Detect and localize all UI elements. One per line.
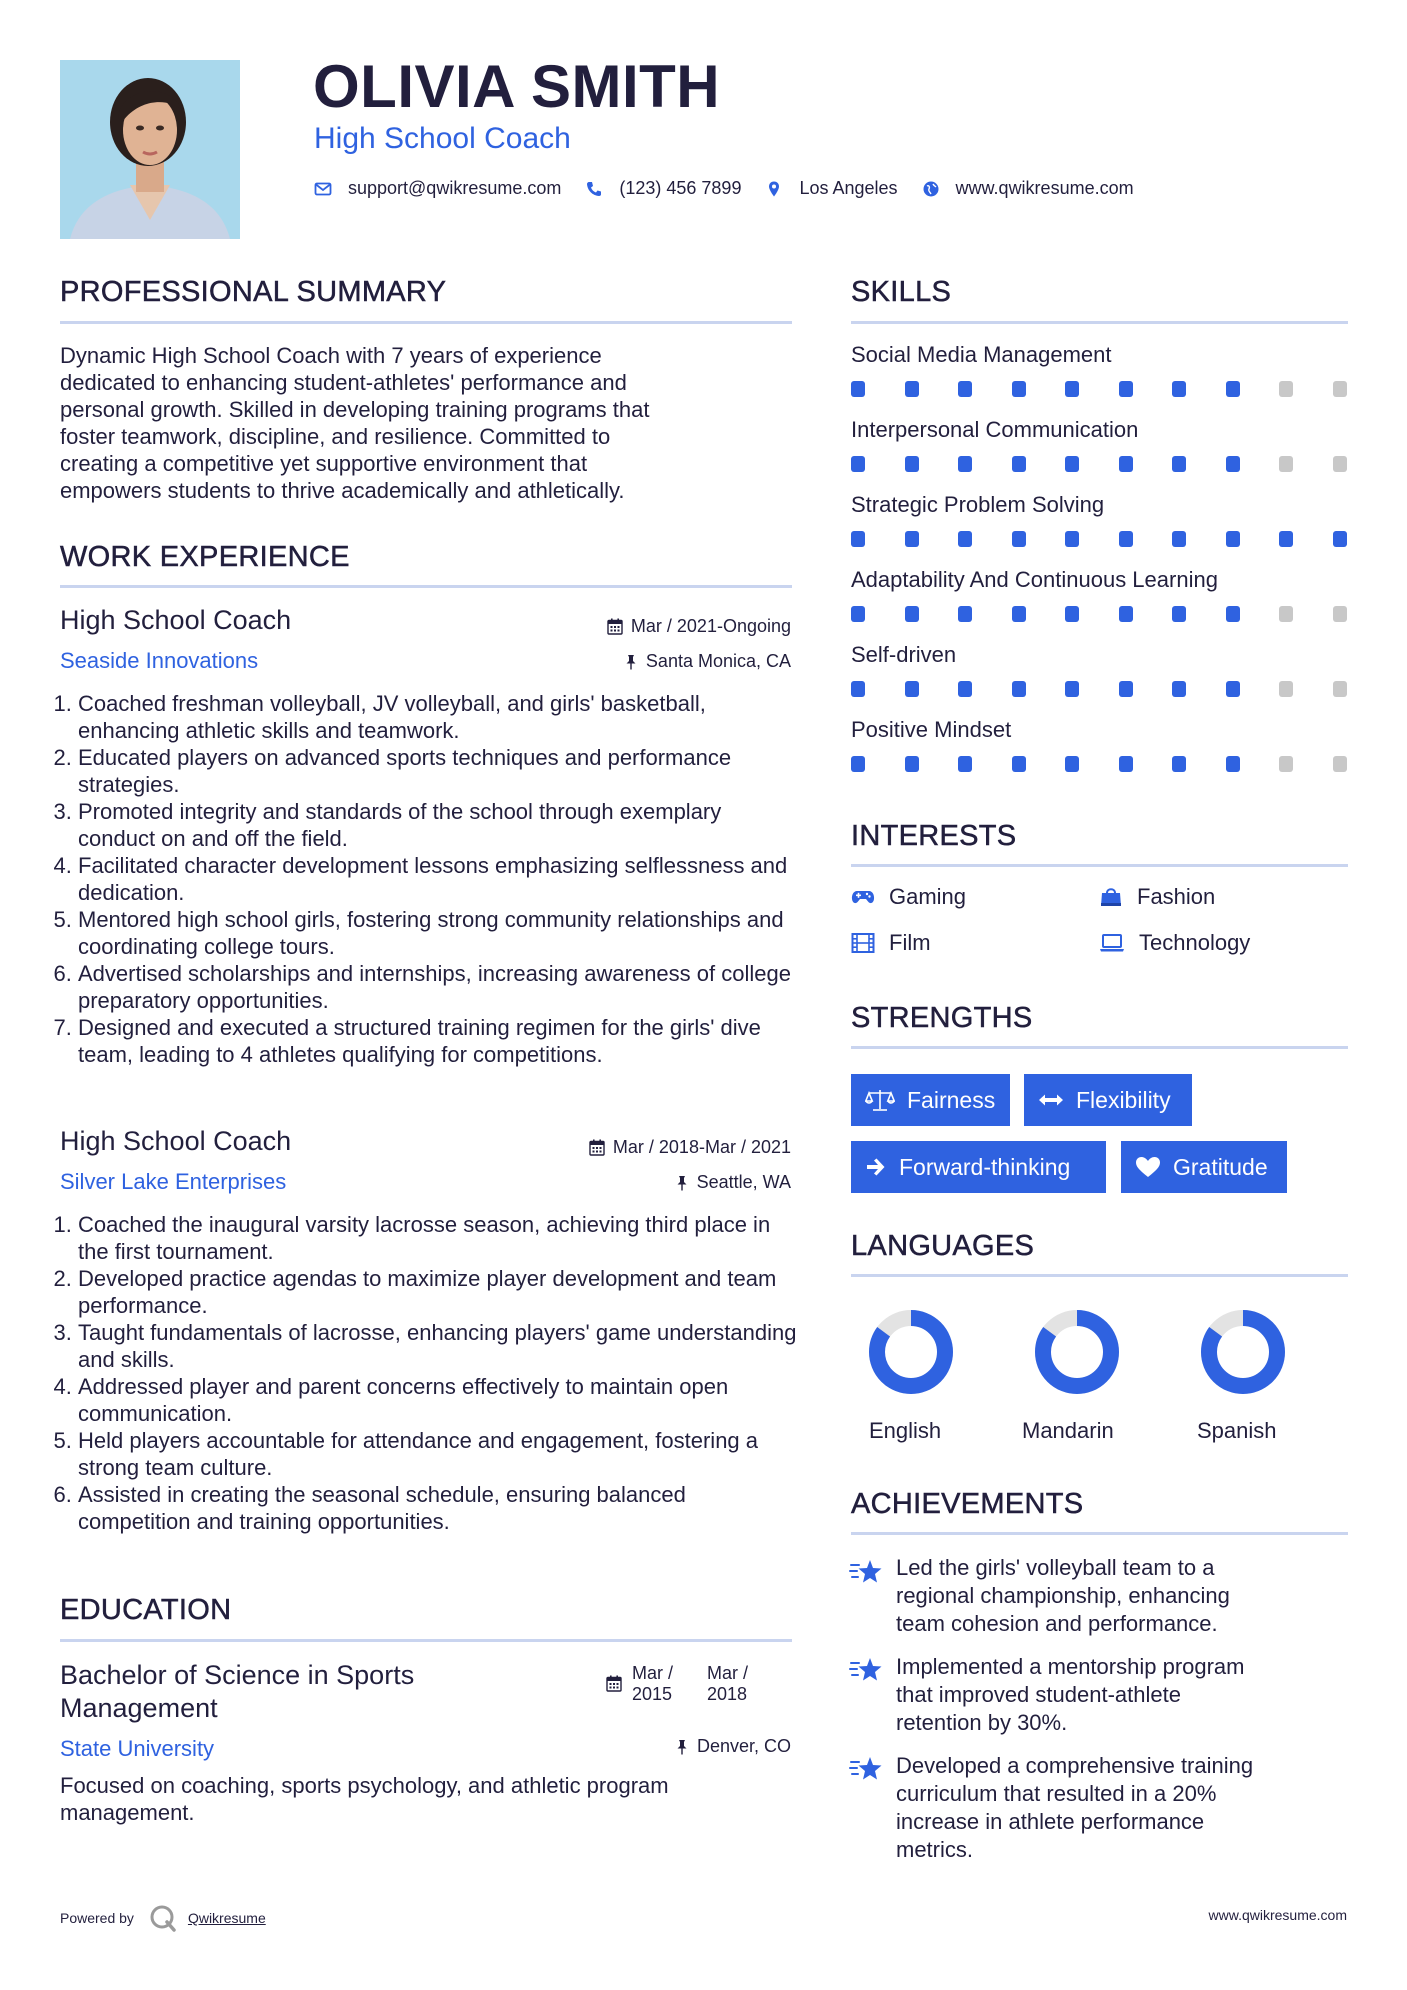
star-badge-icon [849, 1755, 883, 1783]
company-name: Silver Lake Enterprises [60, 1169, 287, 1194]
shopping-bag-icon [1099, 886, 1123, 908]
interest-gaming: Gaming [851, 884, 966, 910]
candidate-title: High School Coach [314, 122, 571, 155]
language-label-spanish: Spanish [1197, 1418, 1277, 1443]
skill-rating [851, 606, 1347, 622]
contact-phone[interactable] [585, 178, 741, 199]
rating-dot-filled [1119, 381, 1133, 397]
rating-dot-filled [1172, 606, 1186, 622]
rating-dot-filled [1226, 381, 1240, 397]
list-item: 5. Mentored high school girls, fostering strong community relationships and coordinating college tours. [78, 906, 800, 960]
job-location: Santa Monica, CA [624, 651, 791, 672]
envelope-icon [314, 180, 332, 198]
rating-dot-filled [851, 456, 865, 472]
rating-dot-filled [851, 381, 865, 397]
strength-badge-forward-thinking: Forward-thinking [851, 1141, 1106, 1193]
rating-dot-filled [1119, 456, 1133, 472]
gamepad-icon [851, 888, 875, 906]
calendar-icon [606, 1675, 622, 1692]
section-heading-education: EDUCATION [60, 1594, 232, 1626]
section-heading-experience: WORK EXPERIENCE [60, 541, 350, 573]
skill-rating [851, 681, 1347, 697]
rating-dot-filled [1226, 606, 1240, 622]
rating-dot-filled [958, 531, 972, 547]
job-duties-list [60, 690, 800, 1068]
rating-dot-empty [1279, 381, 1293, 397]
pushpin-icon [624, 654, 638, 670]
rating-dot-filled [1012, 531, 1026, 547]
rating-dot-filled [1012, 456, 1026, 472]
rating-dot-filled [905, 681, 919, 697]
language-donut-mandarin [1043, 1318, 1111, 1386]
summary-text: Dynamic High School Coach with 7 years of experience dedicated to enhancing student-athletes' performance and personal growth. Skilled in developing training programs that foster teamwork, discipline, and resilience. Committed to creating a competitive yet supportive environment that empowers students to thrive academically and athletically. [60, 343, 650, 503]
rating-dot-filled [1226, 756, 1240, 772]
education-location: Denver, CO [675, 1736, 791, 1757]
degree-name: Bachelor of Science in Sports Management [60, 1660, 415, 1723]
section-divider [851, 1274, 1348, 1277]
job-dates: Mar / 2018-Mar / 2021 [589, 1137, 791, 1158]
skill-name: Strategic Problem Solving [851, 492, 1105, 517]
section-divider [851, 864, 1348, 867]
interest-film: Film [851, 930, 931, 956]
list-item: 2. Educated players on advanced sports techniques and performance strategies. [78, 744, 800, 798]
contact-website[interactable] [922, 178, 1134, 199]
candidate-name: OLIVIA SMITH [313, 53, 721, 120]
globe-icon [922, 180, 940, 198]
rating-dot-filled [1119, 681, 1133, 697]
rating-dot-filled [958, 381, 972, 397]
interest-technology: Technology [1099, 930, 1250, 956]
qwikresume-link[interactable]: Qwikresume [187, 1910, 266, 1926]
rating-dot-filled [1172, 531, 1186, 547]
powered-by-text: Powered by [60, 1910, 134, 1926]
skill-rating [851, 531, 1347, 547]
rating-dot-empty [1279, 456, 1293, 472]
list-item: 4. Facilitated character development lessons emphasizing selflessness and dedication. [78, 852, 800, 906]
list-item: 4. Addressed player and parent concerns effectively to maintain open communication. [78, 1373, 800, 1427]
rating-dot-empty [1279, 606, 1293, 622]
film-icon [851, 932, 875, 954]
skill-name: Interpersonal Communication [851, 417, 1139, 442]
profile-photo [60, 60, 240, 239]
section-divider [60, 585, 792, 588]
contact-row [314, 178, 1158, 199]
rating-dot-filled [1012, 681, 1026, 697]
skill-name: Positive Mindset [851, 717, 1012, 742]
rating-dot-filled [958, 681, 972, 697]
footer-website[interactable]: www.qwikresume.com [1208, 1907, 1347, 1923]
section-divider [851, 1046, 1348, 1049]
email-text: support@qwikresume.com [348, 178, 562, 198]
rating-dot-filled [1172, 681, 1186, 697]
rating-dot-filled [851, 606, 865, 622]
rating-dot-empty [1333, 756, 1347, 772]
rating-dot-filled [1119, 756, 1133, 772]
job-duties-list [60, 1211, 800, 1535]
laptop-icon [1099, 933, 1125, 953]
job-title: High School Coach [60, 605, 292, 635]
phone-icon [585, 180, 603, 198]
rating-dot-filled [1279, 531, 1293, 547]
interest-fashion: Fashion [1099, 884, 1215, 910]
section-heading-achievements: ACHIEVEMENTS [851, 1488, 1084, 1520]
rating-dot-filled [958, 606, 972, 622]
skill-name: Social Media Management [851, 342, 1112, 367]
contact-email[interactable] [314, 178, 561, 199]
list-item: 3. Promoted integrity and standards of the school through exemplary conduct on and off the field. [78, 798, 800, 852]
rating-dot-empty [1279, 756, 1293, 772]
list-item: 2. Developed practice agendas to maximize player development and team performance. [78, 1265, 800, 1319]
section-divider [851, 1532, 1348, 1535]
rating-dot-filled [1333, 531, 1347, 547]
skill-rating [851, 756, 1347, 772]
rating-dot-filled [851, 756, 865, 772]
education-description: Focused on coaching, sports psychology, and athletic program management. [60, 1773, 669, 1825]
rating-dot-filled [1012, 756, 1026, 772]
rating-dot-filled [958, 756, 972, 772]
arrows-horizontal-icon [1038, 1092, 1064, 1108]
rating-dot-filled [1226, 681, 1240, 697]
company-name: Seaside Innovations [60, 648, 259, 673]
rating-dot-filled [1172, 456, 1186, 472]
section-heading-languages: LANGUAGES [851, 1230, 1035, 1262]
location-text: Los Angeles [799, 178, 898, 198]
job-location: Seattle, WA [675, 1172, 791, 1193]
achievement-item: Led the girls' volleyball team to a regional championship, enhancing team cohesion and performance. [896, 1555, 1230, 1636]
achievement-item: Implemented a mentorship program that improved student-athlete retention by 30%. [896, 1654, 1245, 1735]
calendar-icon [607, 618, 623, 635]
job-title: High School Coach [60, 1126, 292, 1156]
rating-dot-filled [1119, 606, 1133, 622]
job-dates: Mar / 2021-Ongoing [607, 616, 791, 637]
pushpin-icon [675, 1739, 689, 1755]
rating-dot-filled [1226, 456, 1240, 472]
section-divider [60, 321, 792, 324]
education-dates: Mar / 2015 Mar / 2018 [606, 1663, 748, 1705]
rating-dot-filled [905, 606, 919, 622]
rating-dot-empty [1333, 681, 1347, 697]
school-name: State University [60, 1736, 215, 1761]
rating-dot-filled [905, 756, 919, 772]
section-divider [60, 1639, 792, 1642]
list-item: 6. Advertised scholarships and internships, increasing awareness of college preparatory opportunities. [78, 960, 800, 1014]
list-item: 5. Held players accountable for attendance and engagement, fostering a strong team culture. [78, 1427, 800, 1481]
skill-name: Self-driven [851, 642, 957, 667]
language-donut-english [877, 1318, 945, 1386]
rating-dot-filled [1172, 381, 1186, 397]
map-marker-icon [765, 180, 783, 198]
star-badge-icon [849, 1558, 883, 1586]
powered-by [60, 1903, 266, 1933]
rating-dot-empty [1333, 381, 1347, 397]
star-badge-icon [849, 1656, 883, 1684]
calendar-icon [589, 1139, 605, 1156]
list-item: 3. Taught fundamentals of lacrosse, enhancing players' game understanding and skills. [78, 1319, 800, 1373]
balance-scale-icon [865, 1088, 895, 1112]
rating-dot-filled [905, 531, 919, 547]
list-item: 7. Designed and executed a structured training regimen for the girls' dive team, leading to 4 athletes qualifying for competitions. [78, 1014, 800, 1068]
rating-dot-filled [1172, 756, 1186, 772]
rating-dot-filled [1065, 681, 1079, 697]
language-donut-spanish [1209, 1318, 1277, 1386]
rating-dot-empty [1333, 456, 1347, 472]
skill-rating [851, 456, 1347, 472]
rating-dot-empty [1333, 606, 1347, 622]
list-item: 1. Coached the inaugural varsity lacrosse season, achieving third place in the first tournament. [78, 1211, 800, 1265]
rating-dot-filled [958, 456, 972, 472]
rating-dot-filled [1119, 531, 1133, 547]
phone-text: (123) 456 7899 [619, 178, 742, 198]
section-heading-skills: SKILLS [851, 276, 952, 308]
rating-dot-filled [851, 531, 865, 547]
rating-dot-filled [1065, 756, 1079, 772]
skill-name: Adaptability And Continuous Learning [851, 567, 1218, 592]
rating-dot-filled [1012, 381, 1026, 397]
rating-dot-empty [1279, 681, 1293, 697]
skill-rating [851, 381, 1347, 397]
section-divider [851, 321, 1348, 324]
rating-dot-filled [851, 681, 865, 697]
achievement-item: Developed a comprehensive training curriculum that resulted in a 20% increase in athlete performance metrics. [896, 1753, 1254, 1862]
language-label-english: English [869, 1418, 942, 1443]
rating-dot-filled [1226, 531, 1240, 547]
qwikresume-logo-icon [148, 1903, 178, 1933]
strength-badge-flexibility: Flexibility [1024, 1074, 1192, 1126]
contact-location [765, 178, 897, 199]
list-item: 6. Assisted in creating the seasonal schedule, ensuring balanced competition and training opportunities. [78, 1481, 800, 1535]
rating-dot-filled [1065, 381, 1079, 397]
rating-dot-filled [905, 456, 919, 472]
rating-dot-filled [905, 381, 919, 397]
section-heading-interests: INTERESTS [851, 820, 1017, 852]
heart-icon [1135, 1156, 1161, 1178]
rating-dot-filled [1065, 531, 1079, 547]
list-item: 1. Coached freshman volleyball, JV volleyball, and girls' basketball, enhancing athletic skills and teamwork. [78, 690, 800, 744]
language-donut-charts [851, 1300, 1348, 1420]
arrow-right-icon [865, 1157, 887, 1177]
section-heading-summary: PROFESSIONAL SUMMARY [60, 276, 447, 308]
section-heading-strengths: STRENGTHS [851, 1002, 1033, 1034]
language-label-mandarin: Mandarin [1022, 1418, 1114, 1443]
rating-dot-filled [1065, 606, 1079, 622]
rating-dot-filled [1012, 606, 1026, 622]
rating-dot-filled [1065, 456, 1079, 472]
strength-badge-gratitude: Gratitude [1121, 1141, 1287, 1193]
website-text: www.qwikresume.com [955, 178, 1134, 198]
pushpin-icon [675, 1175, 689, 1191]
strength-badge-fairness: Fairness [851, 1074, 1010, 1126]
